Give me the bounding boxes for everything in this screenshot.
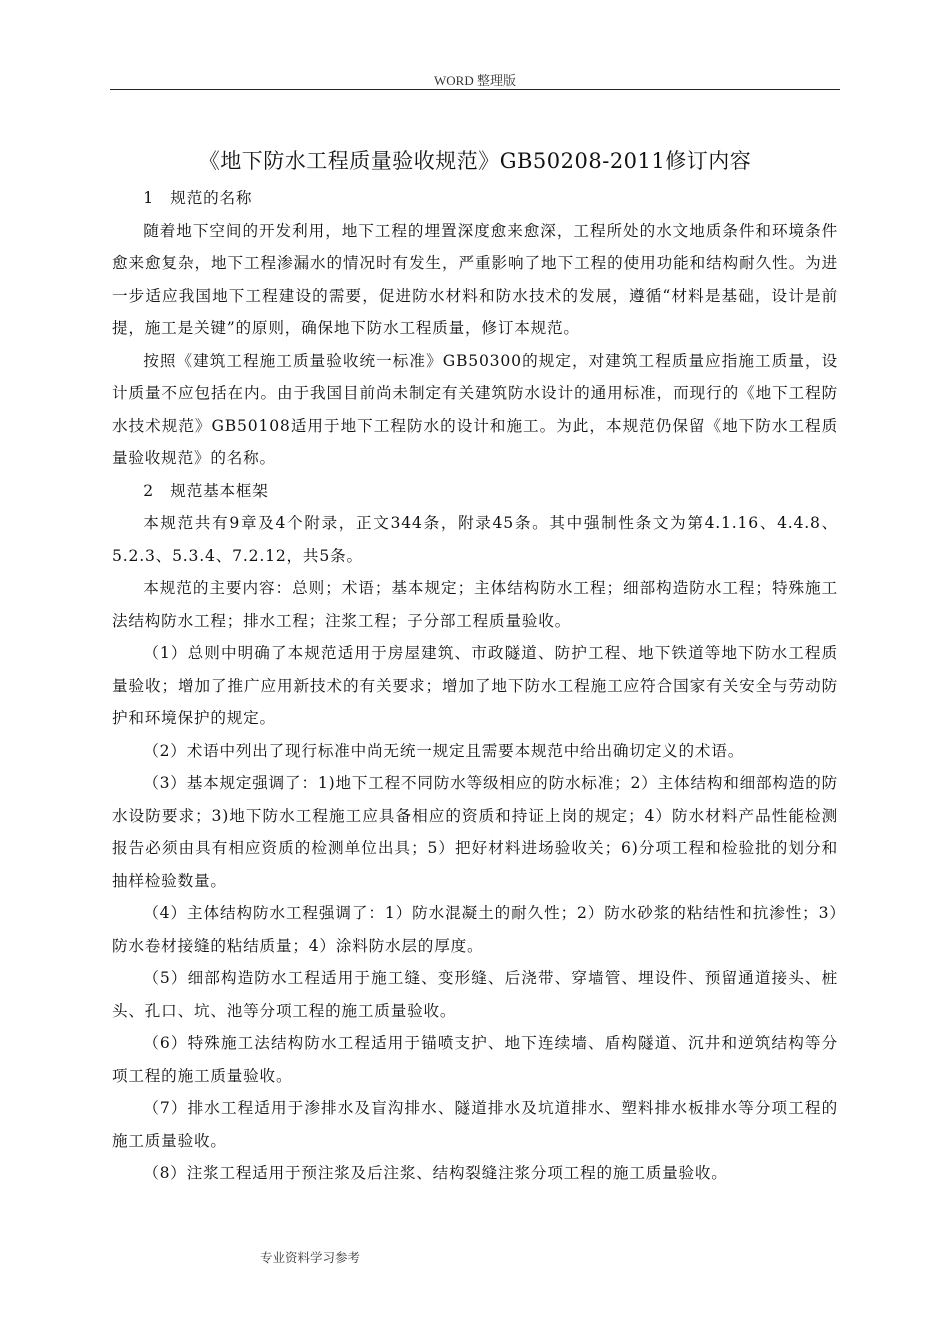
page-header: WORD 整理版 — [434, 73, 516, 88]
document-body — [112, 182, 838, 1190]
list-item: （8）注浆工程适用于预注浆及后注浆、结构裂缝注浆分项工程的施工质量验收。 — [143, 1164, 728, 1182]
paragraph: 本规范的主要内容：总则；术语；基本规定；主体结构防水工程；细部构造防水工程；特殊施工法结构防水工程；排水工程；注浆工程；子分部工程质量验收。 — [112, 579, 838, 630]
paragraph: 本规范共有9章及4个附录，正文344条，附录45条。其中强制性条文为第4.1.16、4.4.8、5.2.3、5.3.4、7.2.12，共5条。 — [112, 514, 838, 565]
list-item: （4）主体结构防水工程强调了：1）防水混凝土的耐久性；2）防水砂浆的粘结性和抗渗性；3）防水卷材接缝的粘结质量；4）涂料防水层的厚度。 — [112, 904, 838, 955]
list-item: （5）细部构造防水工程适用于施工缝、变形缝、后浇带、穿墙管、埋设件、预留通道接头、桩头、孔口、坑、池等分项工程的施工质量验收。 — [112, 969, 838, 1020]
list-item: （3）基本规定强调了：1)地下工程不同防水等级相应的防水标准；2）主体结构和细部构造的防水设防要求；3)地下防水工程施工应具备相应的资质和持证上岗的规定；4）防水材料产品性能检测报告必须由具有相应资质的检测单位出具；5）把好材料进场验收关；6)分项工程和检验批的划分和抽样检验数量。 — [112, 774, 838, 890]
list-item: （1）总则中明确了本规范适用于房屋建筑、市政隧道、防护工程、地下铁道等地下防水工程质量验收；增加了推广应用新技术的有关要求；增加了地下防水工程施工应符合国家有关安全与劳动防护和环境保护的规定。 — [112, 644, 838, 727]
section-heading-2: 2 规范基本框架 — [143, 481, 269, 500]
list-item: （2）术语中列出了现行标准中尚无统一规定且需要本规范中给出确切定义的术语。 — [143, 741, 745, 760]
page-footer: 专业资料学习参考 — [260, 1250, 361, 1265]
section-heading-1: 1 规范的名称 — [143, 189, 253, 207]
list-item: （7）排水工程适用于渗排水及盲沟排水、隧道排水及坑道排水、塑料排水板排水等分项工程的施工质量验收。 — [112, 1099, 838, 1150]
header-divider — [110, 89, 840, 90]
list-item: （6）特殊施工法结构防水工程适用于锚喷支护、地下连续墙、盾构隧道、沉井和逆筑结构等分项工程的施工质量验收。 — [112, 1034, 838, 1085]
paragraph: 随着地下空间的开发利用，地下工程的埋置深度愈来愈深，工程所处的水文地质条件和环境条件愈来愈复杂，地下工程渗漏水的情况时有发生，严重影响了地下工程的使用功能和结构耐久性。为进一步适应我国地下工程建设的需要，促进防水材料和防水技术的发展，遵循“材料是基础，设计是前提，施工是关键”的原则，确保地下防水工程质量，修订本规范。 — [112, 221, 838, 337]
paragraph: 按照《建筑工程施工质量验收统一标准》GB50300的规定，对建筑工程质量应指施工质量，设计质量不应包括在内。由于我国目前尚未制定有关建筑防水设计的通用标准，而现行的《地下工程防水技术规范》GB50108适用于地下工程防水的设计和施工。为此，本规范仍保留《地下防水工程质量验收规范》的名称。 — [112, 351, 838, 467]
document-title: 《地下防水工程质量验收规范》GB50208-2011修订内容 — [198, 149, 752, 173]
